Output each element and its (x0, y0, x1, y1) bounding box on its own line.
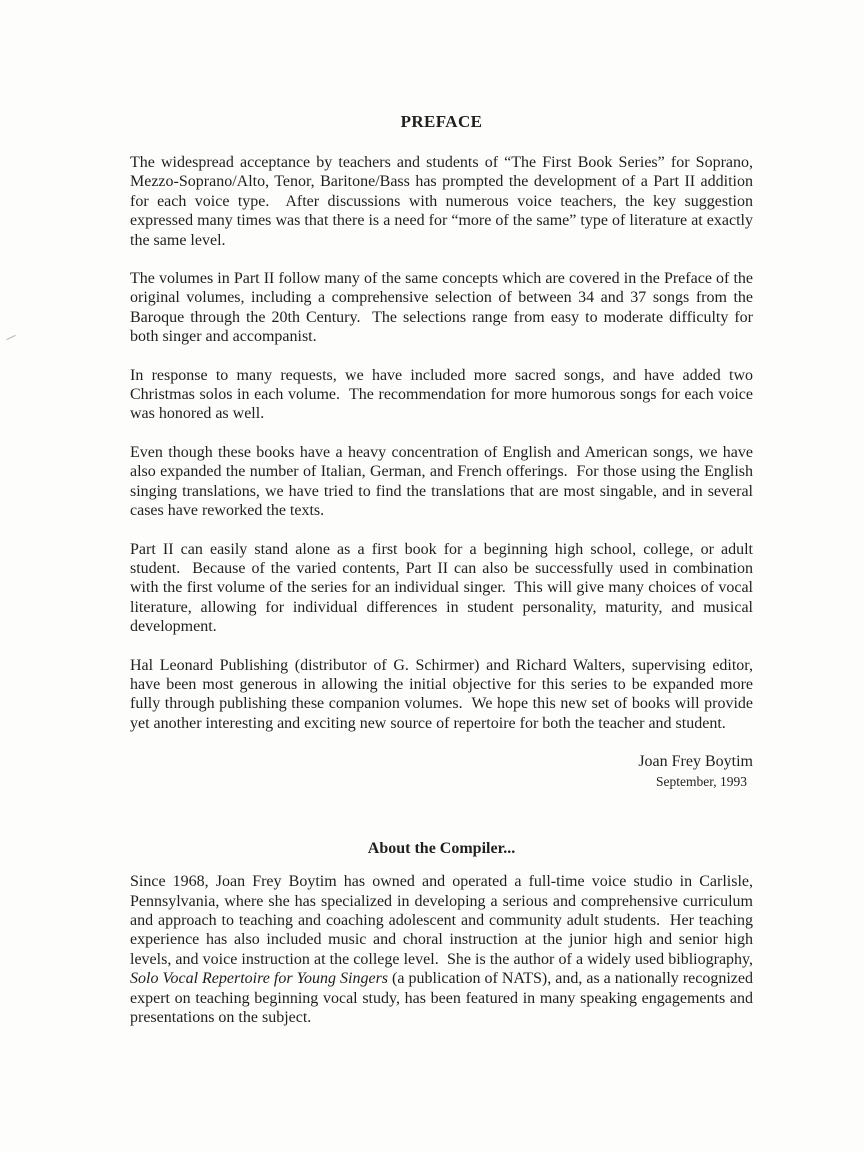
text-block (130, 0, 753, 1027)
scan-artifact-mark (6, 335, 15, 340)
about-text-after-italic: (a publication of NATS), and, as a nationally recognized expert on teaching beginning vocal study, has been featured in many speaking engagements and presentations on the subject. (130, 970, 753, 1026)
about-text-before-italic: Since 1968, Joan Frey Boytim has owned and operated a full-time voice studio in Carlisle, Pennsylvania, where she has specialized in developing a serious and comprehensive curriculum and approach to teaching and coaching adolescent and community adult students. Her teaching experience has also included music and choral instruction at the junior high and senior high levels, and voice instruction at the college level. She is the author of a widely used bibliography, (130, 873, 753, 968)
signature-block (130, 752, 753, 792)
book-title-italic: Solo Vocal Repertoire for Young Singers (130, 970, 389, 988)
signature-name: Joan Frey Boytim (638, 753, 753, 771)
preface-paragraph-4: Even though these books have a heavy concentration of English and American songs, we have also expanded the number of Italian, German, and French offerings. For those using the English singing translations, we have tried to find the translations that are most singable, and in several cases have reworked the texts. (130, 443, 753, 520)
about-compiler-heading: About the Compiler... (367, 840, 516, 858)
preface-paragraph-2: The volumes in Part II follow many of the same concepts which are covered in the Preface of the original volumes, including a comprehensive selection of between 34 and 37 songs from the Baroque through the 20th Century. The selections range from easy to moderate difficulty for both singer and accompanist. (130, 270, 753, 346)
preface-paragraph-1: The widespread acceptance by teachers and students of “The First Book Series” for Soprano, Mezzo-Soprano/Alto, Tenor, Baritone/Bass has prompted the development of a Part II addition for each voice type. After discussions with numerous voice teachers, the key suggestion expressed many times was that there is a need for “more of the same” type of literature at exactly the same level. (130, 154, 753, 249)
preface-paragraph-5: Part II can easily stand alone as a first book for a beginning high school, college, or adult student. Because of the varied contents, Part II can also be successfully used in combination with the first volume of the series for an individual singer. This will give many choices of vocal literature, allowing for individual differences in student personality, maturity, and musical development. (130, 540, 753, 636)
preface-paragraph-3: In response to many requests, we have included more sacred songs, and have added two Christmas solos in each volume. The recommendation for more humorous songs for each voice was honored as well. (130, 366, 753, 423)
page-title: PREFACE (400, 112, 483, 131)
signature-date: September, 1993 (656, 774, 747, 790)
about-compiler-paragraph (130, 872, 753, 1027)
preface-body (130, 153, 753, 733)
preface-paragraph-6: Hal Leonard Publishing (distributor of G. Schirmer) and Richard Walters, supervising editor, have been most generous in allowing the initial objective for this series to be expanded more fully through publishing these companion volumes. We hope this new set of books will provide yet another interesting and exciting new source of repertoire for both the teacher and student. (130, 656, 753, 732)
